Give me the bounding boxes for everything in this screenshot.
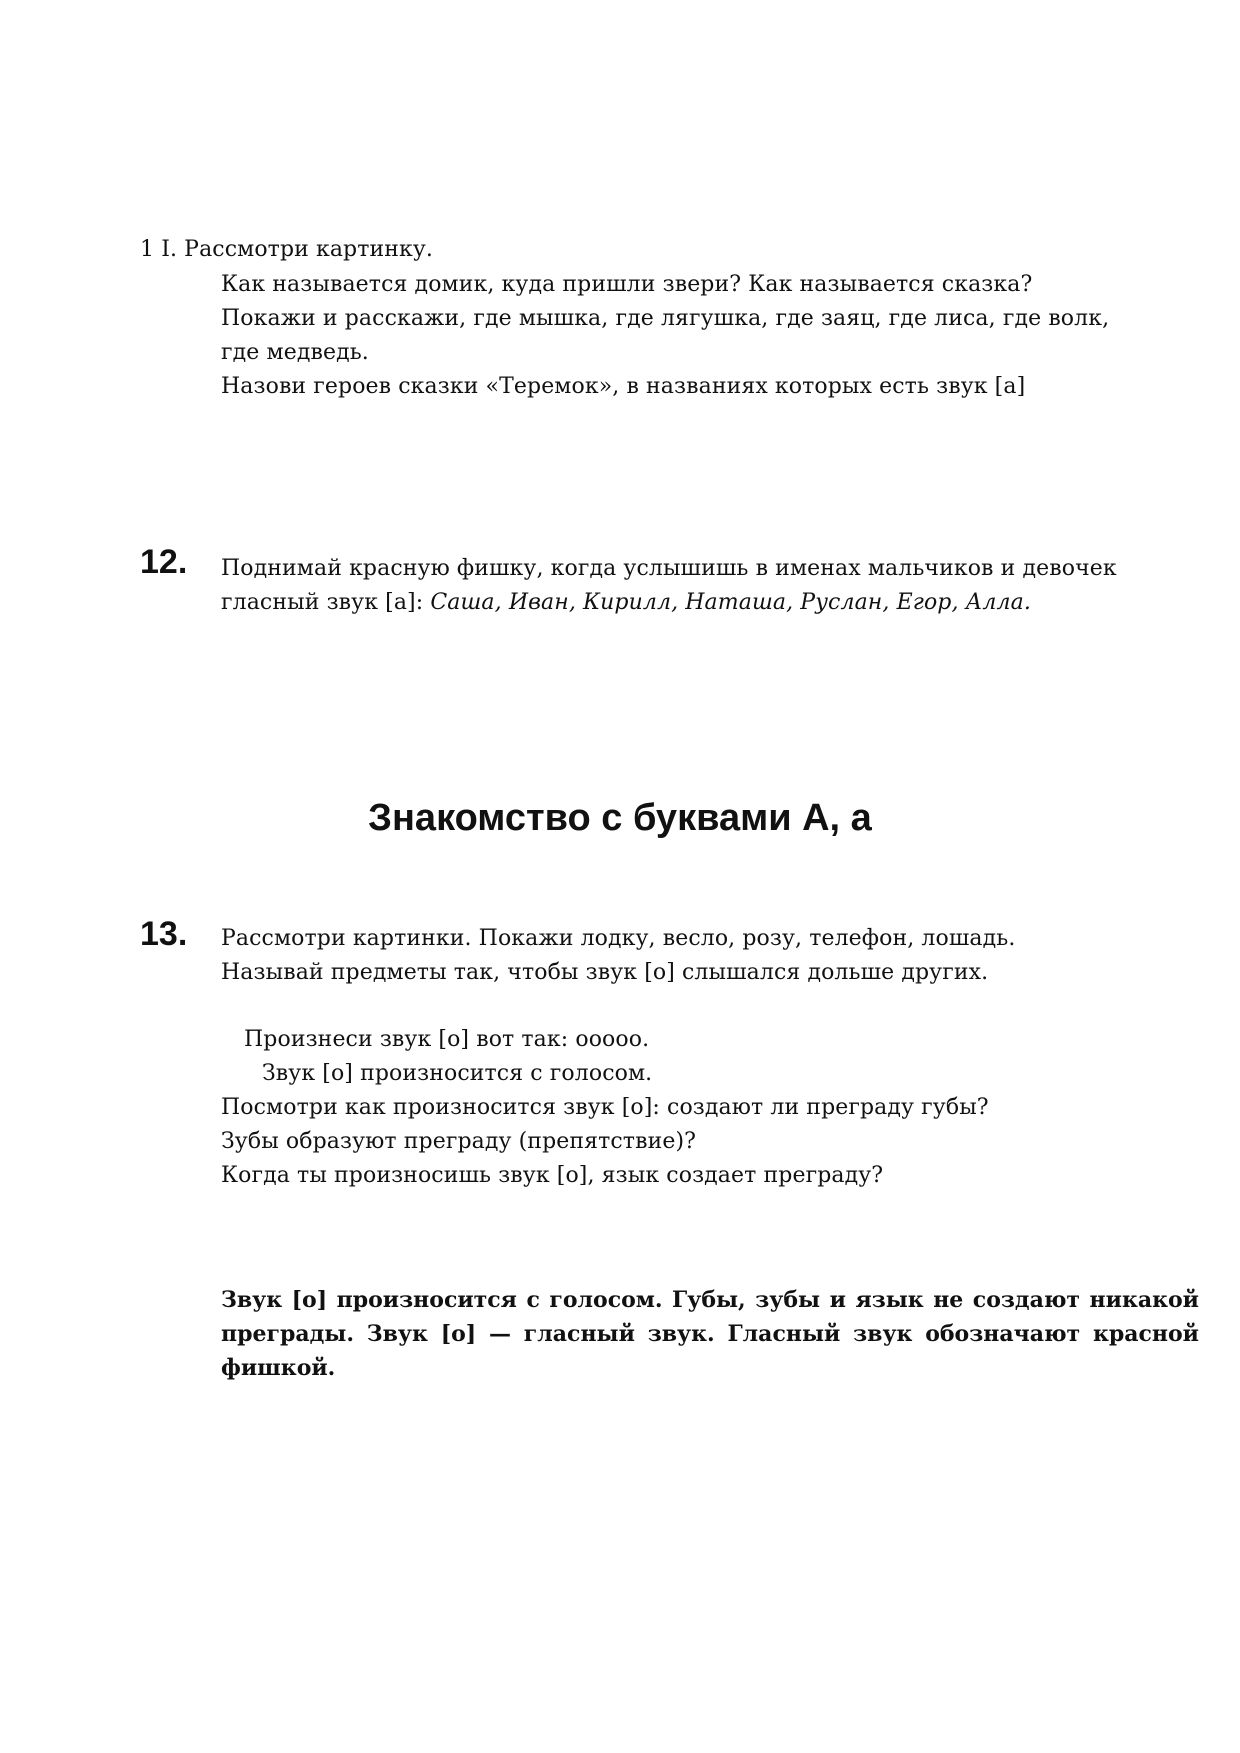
exercise-13-question: Посмотри как произносится звук [о]: создают ли преграду губы? — [221, 1095, 989, 1120]
exercise-11-title: 1 I. Рассмотри картинку. — [140, 237, 434, 262]
exercise-13-number: 13. — [140, 915, 188, 953]
exercise-13-line: Рассмотри картинки. Покажи лодку, весло, розу, телефон, лошадь. — [221, 926, 1016, 951]
exercise-13-question: Зубы образуют преграду (препятствие)? — [221, 1129, 697, 1154]
exercise-13-line: Называй предметы так, чтобы звук [о] слышался дольше других. — [221, 960, 989, 985]
exercise-12-line: Поднимай красную фишку, когда услышишь в именах мальчиков и девочек — [221, 556, 1117, 581]
exercise-12-line-2 — [221, 586, 1031, 620]
exercise-11-line: Покажи и расскажи, где мышка, где лягушка, где заяц, где лиса, где волк, — [221, 306, 1110, 331]
exercise-11-line: Назови героев сказки «Теремок», в названиях которых есть звук [а] — [221, 374, 1026, 399]
exercise-12-prefix: гласный звук [а]: — [221, 590, 424, 615]
section-heading: Знакомство с буквами А, а — [368, 797, 872, 839]
exercise-13-question: Звук [о] произносится с голосом. — [262, 1061, 653, 1086]
vowel-rule: Звук [о] произносится с голосом. Губы, зубы и язык не создают никакой преграды. Звук [о] — гласный звук. Гласный звук обозначают красной фишкой. — [221, 1287, 1199, 1381]
exercise-12-names: Саша, Иван, Кирилл, Наташа, Руслан, Егор, Алла. — [430, 590, 1031, 615]
exercise-13-question: Когда ты произносишь звук [о], язык создает преграду? — [221, 1163, 884, 1188]
exercise-12-number: 12. — [140, 543, 188, 581]
exercise-11-line: Как называется домик, куда пришли звери? Как называется сказка? — [221, 272, 1033, 297]
exercise-11-line: где медведь. — [221, 340, 369, 365]
exercise-13-question: Произнеси звук [о] вот так: ооооо. — [244, 1027, 650, 1052]
